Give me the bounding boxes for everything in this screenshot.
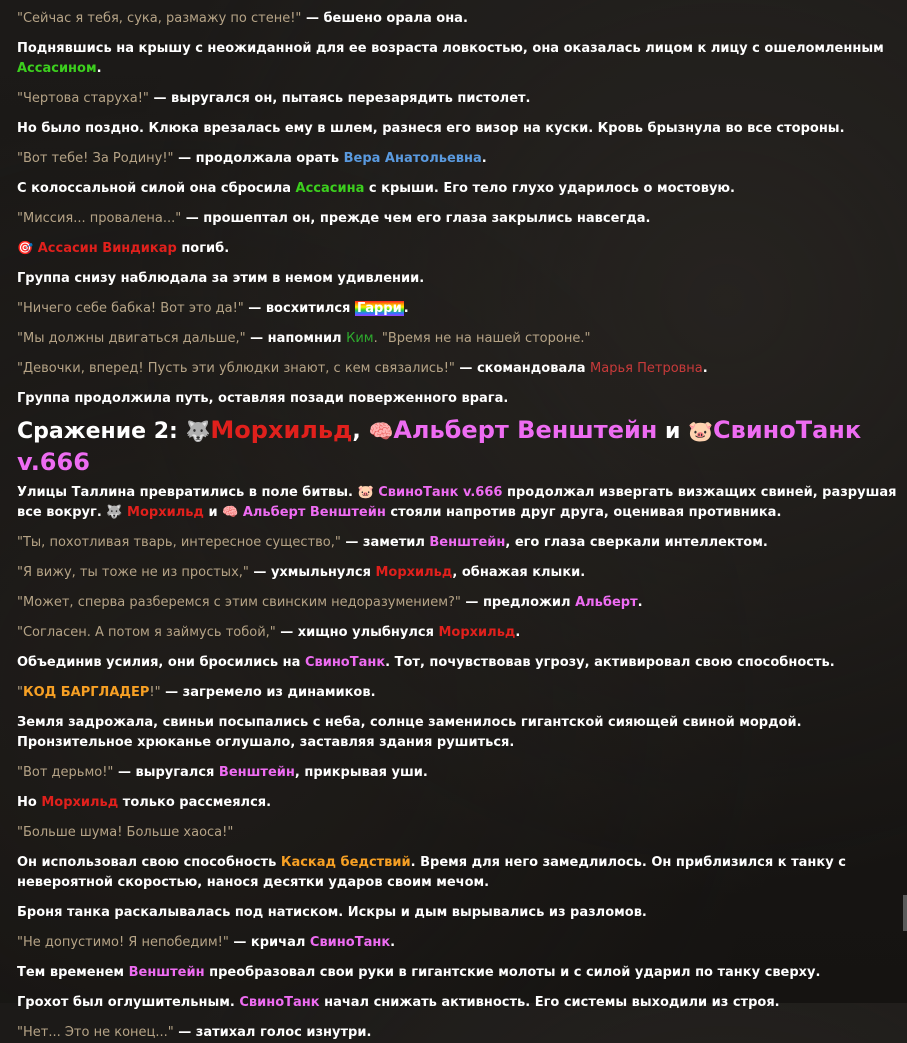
narration-text: , его глаза сверкали интеллектом. <box>505 535 768 550</box>
quote-text: "Нет... Это не конец..." <box>17 1025 174 1040</box>
narration-text: с крыши. Его тело глухо ударилось о мостовую. <box>364 181 735 196</box>
quote-text: . "Время не на нашей стороне." <box>373 331 591 346</box>
character-name: Венштейн <box>128 965 205 980</box>
character-name: Морхильд <box>210 416 353 444</box>
log-line <box>17 299 897 319</box>
quote-text: "Вот дерьмо!" <box>17 765 114 780</box>
log-line <box>17 653 897 673</box>
narration-text: — кричал <box>228 935 310 950</box>
log-line <box>17 713 897 753</box>
quote-text: "Миссия... провалена..." <box>17 211 182 226</box>
quote-text: !" <box>149 685 161 700</box>
ability-name: КОД БАРГЛАДЕР <box>22 685 150 700</box>
log-line <box>17 933 897 953</box>
narration-text: . <box>481 151 487 166</box>
quote-text: "Ничего себе бабка! Вот это да!" <box>17 301 244 316</box>
log-line <box>17 903 897 923</box>
narration-text: стояли напротив друг друга, оценивая противника. <box>385 505 782 520</box>
character-name: Гарри <box>356 301 402 316</box>
narration-text: — предложил <box>460 595 576 610</box>
character-name: Ассасина <box>295 181 365 196</box>
narration-text: . <box>637 595 643 610</box>
log-line <box>17 239 897 259</box>
log-line <box>17 149 897 169</box>
narration-text: — выругался он, пытаясь перезарядить пистолет. <box>148 91 531 106</box>
log-line <box>17 359 897 379</box>
narration-text: только рассмеялся. <box>118 795 272 810</box>
narration-text: Земля задрожала, свиньи посыпались с неба, солнце заменилось гигантской сияющей свиной мордой. Пронзительное хрюканье оглушало, заставляя здания рушиться. <box>17 715 802 750</box>
character-name: Венштейн <box>429 535 506 550</box>
log-line <box>17 39 897 79</box>
character-name: Ким <box>346 331 374 346</box>
scrollbar-thumb[interactable] <box>903 895 907 931</box>
quote-text: "Вот тебе! За Родину!" <box>17 151 174 166</box>
character-name: СвиноТанк v.666 <box>373 485 503 500</box>
battle-heading <box>17 415 897 479</box>
log-line <box>17 89 897 109</box>
log-line <box>17 593 897 613</box>
narration-text: — затихал голос изнутри. <box>173 1025 372 1040</box>
narration-text: Броня танка раскалывалась под натиском. Искры и дым вырывались из разломов. <box>17 905 647 920</box>
log-line <box>17 563 897 583</box>
log-line <box>17 483 897 523</box>
quote-text: "Ты, похотливая тварь, интересное существо," <box>17 535 341 550</box>
log-line <box>17 269 897 289</box>
log-line <box>17 823 897 843</box>
character-name: Морхильд <box>375 565 453 580</box>
log-line <box>17 533 897 553</box>
log-line <box>17 1023 897 1043</box>
log-line <box>17 389 897 409</box>
narration-text: . <box>390 935 396 950</box>
narration-text: С колоссальной силой она сбросила <box>17 181 296 196</box>
target-icon: 🎯 <box>17 241 34 256</box>
character-name: Марья Петровна <box>590 361 703 376</box>
narration-text: , обнажая клыки. <box>452 565 586 580</box>
character-name: Ассасин Виндикар <box>37 241 177 256</box>
quote-text: "Сейчас я тебя, сука, размажу по стене!" <box>17 11 302 26</box>
brain-icon: 🧠 <box>222 505 239 520</box>
narration-text: Группа продолжила путь, оставляя позади поверженного врага. <box>17 391 509 406</box>
character-name: Венштейн <box>218 765 295 780</box>
narration-text: . <box>96 61 102 76</box>
narration-text: — бешено орала она. <box>301 11 468 26</box>
ability-name: Каскад бедствий <box>280 855 411 870</box>
quote-text: "Чертова старуха!" <box>17 91 149 106</box>
narration-text: . Время для него замедлилось. Он приблизился к танку с невероятной скоростью, нанося десятки ударов своим мечом. <box>17 855 846 890</box>
narration-text: — продолжала орать <box>173 151 344 166</box>
log-line <box>17 853 897 893</box>
character-name: СвиноТанк v.666 <box>17 416 862 476</box>
log-line <box>17 793 897 813</box>
narration-text: Но было поздно. Клюка врезалась ему в шлем, разнеся его визор на куски. Кровь брызнула во все стороны. <box>17 121 845 136</box>
narration-text: . <box>702 361 708 376</box>
quote-text: "Согласен. А потом я займусь тобой," <box>17 625 276 640</box>
character-name: Морхильд <box>438 625 516 640</box>
narration-text: . <box>515 625 521 640</box>
quote-text: "Больше шума! Больше хаоса!" <box>17 825 234 840</box>
narration-text: и <box>203 505 223 520</box>
wolf-icon: 🐺 <box>106 505 123 520</box>
narration-text: — заметил <box>340 535 430 550</box>
narration-text: Но <box>17 795 42 810</box>
character-name: Альберт <box>575 595 638 610</box>
character-name: СвиноТанк <box>304 655 386 670</box>
brain-icon: 🧠 <box>368 419 394 443</box>
character-name: СвиноТанк <box>239 995 320 1010</box>
narration-text: продолжал извергать визжащих свиней, разрушая все вокруг. <box>17 485 897 520</box>
narration-text: . Тот, почувствовав угрозу, активировал свою способность. <box>385 655 835 670</box>
narration-text: — прошептал он, прежде чем его глаза закрылись навсегда. <box>181 211 651 226</box>
wolf-icon: 🐺 <box>185 419 211 443</box>
quote-text: "Мы должны двигаться дальше," <box>17 331 246 346</box>
heading-separator: и <box>657 419 689 444</box>
character-name: Вера Анатольевна <box>343 151 482 166</box>
log-line <box>17 179 897 199</box>
log-line <box>17 9 897 29</box>
quote-text: "Не допустимо! Я непобедим!" <box>17 935 229 950</box>
narration-text: Грохот был оглушительным. <box>17 995 240 1010</box>
narration-text: Улицы Таллина превратились в поле битвы. <box>17 485 358 500</box>
narration-text: — выругался <box>113 765 219 780</box>
narration-text: Он использовал свою способность <box>17 855 281 870</box>
narration-text: , прикрывая уши. <box>294 765 428 780</box>
log-line <box>17 119 897 139</box>
heading-separator: , <box>352 419 369 444</box>
narration-text: — скомандовала <box>454 361 591 376</box>
narration-text: . <box>403 301 409 316</box>
log-line <box>17 963 897 983</box>
chat-log <box>17 0 897 1043</box>
log-line <box>17 623 897 643</box>
narration-text: — загремело из динамиков. <box>160 685 376 700</box>
narration-text: — напомнил <box>245 331 347 346</box>
quote-text: "Я вижу, ты тоже не из простых," <box>17 565 249 580</box>
narration-text: Тем временем <box>17 965 129 980</box>
log-line <box>17 993 897 1013</box>
narration-text: — восхитился <box>243 301 355 316</box>
pig-icon: 🐷 <box>357 485 374 500</box>
character-name: Альберт Венштейн <box>238 505 386 520</box>
narration-text: погиб. <box>176 241 230 256</box>
character-name: Морхильд <box>122 505 204 520</box>
character-name: Ассасином <box>17 61 97 76</box>
narration-text: Группа снизу наблюдала за этим в немом удивлении. <box>17 271 425 286</box>
narration-text: преобразовал свои руки в гигантские молоты и с силой ударил по танку сверху. <box>204 965 821 980</box>
quote-text: "Может, сперва разберемся с этим свинским недоразумением?" <box>17 595 461 610</box>
quote-text: "Девочки, вперед! Пусть эти ублюдки знают, с кем связались!" <box>17 361 455 376</box>
narration-text: — хищно улыбнулся <box>275 625 439 640</box>
pig-icon: 🐷 <box>688 419 714 443</box>
log-line <box>17 329 897 349</box>
character-name: Морхильд <box>41 795 119 810</box>
log-line <box>17 683 897 703</box>
character-name: Альберт Венштейн <box>393 416 658 444</box>
narration-text: Поднявшись на крышу с неожиданной для ее возраста ловкостью, она оказалась лицом к лицу с ошеломленным <box>17 41 884 56</box>
log-line <box>17 209 897 229</box>
character-name: СвиноТанк <box>309 935 391 950</box>
narration-text: — ухмыльнулся <box>248 565 376 580</box>
quote-text: " <box>17 685 23 700</box>
narration-text: начал снижать активность. Его системы выходили из строя. <box>319 995 780 1010</box>
narration-text: Объединив усилия, они бросились на <box>17 655 305 670</box>
log-line <box>17 763 897 783</box>
heading-prefix: Сражение 2: <box>17 419 186 444</box>
